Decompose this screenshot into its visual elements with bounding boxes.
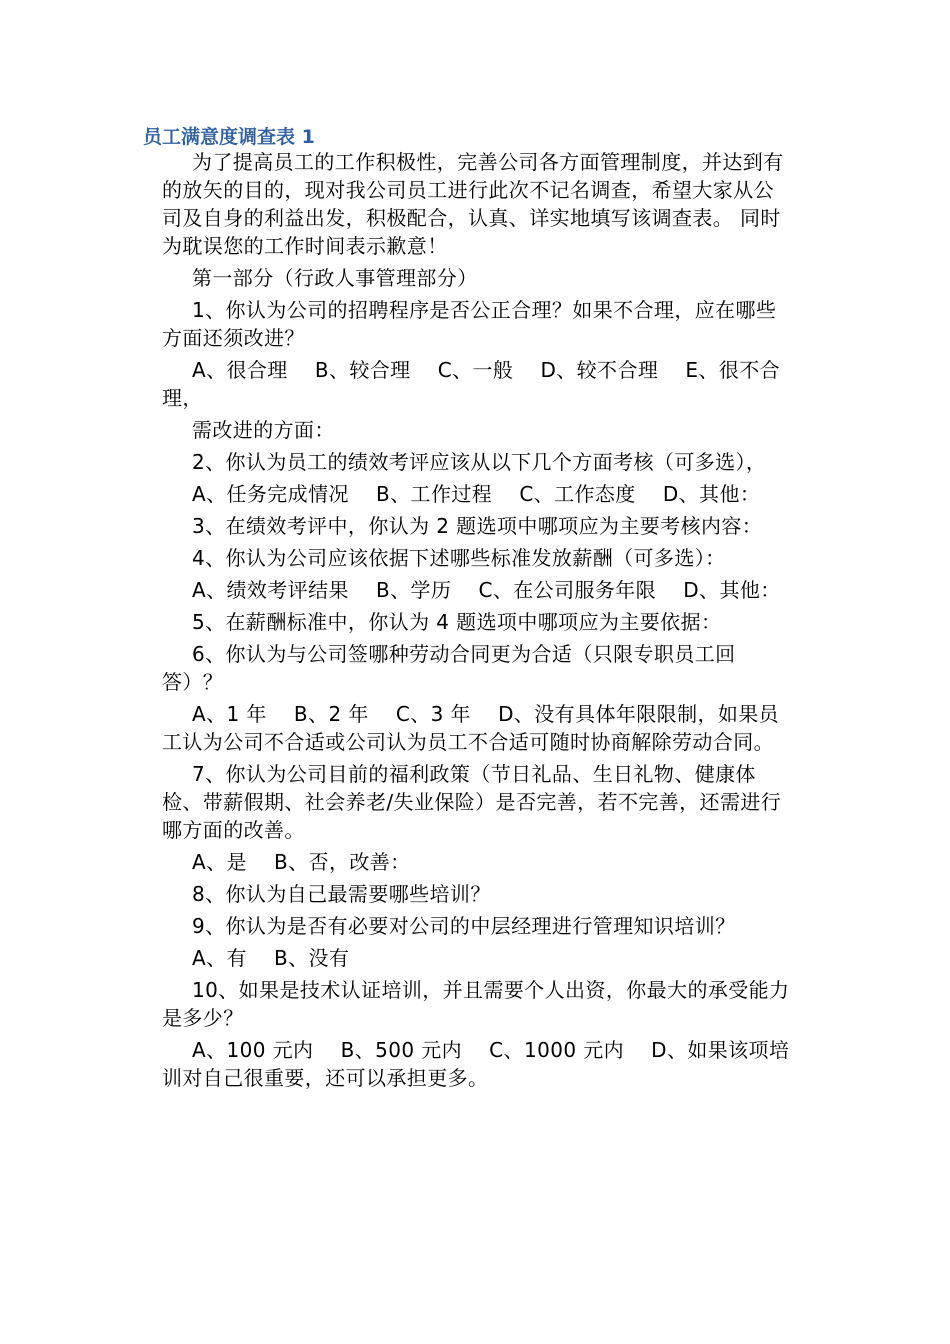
section-heading: 第一部分（行政人事管理部分）: [192, 266, 478, 290]
question-8: 8、你认为自己最需要哪些培训？: [192, 882, 491, 906]
question-9: 9、你认为是否有必要对公司的中层经理进行管理知识培训？: [192, 914, 736, 938]
question-4: 4、你认为公司应该依据下述哪些标准发放薪酬（可多选）：: [192, 546, 726, 570]
question-10: 10、如果是技术认证培训，并且需要个人出资，你最大的承受能力是多少？: [162, 978, 790, 1030]
question-2-options: A、任务完成情况 B、工作过程 C、工作态度 D、其他：: [192, 482, 761, 506]
question-10-options: A、100 元内 B、500 元内 C、1000 元内 D、如果该项培训对自己很重要，还可以承担更多。: [162, 1038, 790, 1090]
question-4-options: A、绩效考评结果 B、学历 C、在公司服务年限 D、其他：: [192, 578, 781, 602]
question-2: 2、你认为员工的绩效考评应该从以下几个方面考核（可多选），: [192, 450, 767, 474]
intro-paragraph: 为了提高员工的工作积极性，完善公司各方面管理制度，并达到有的放矢的目的，现对我公司员工进行此次不记名调查，希望大家从公司及自身的利益出发，积极配合，认真、详实地填写该调查表。 同时为耽误您的工作时间表示歉意！: [162, 150, 784, 258]
question-1: 1、你认为公司的招聘程序是否公正合理？如果不合理，应在哪些方面还须改进？: [162, 298, 777, 350]
question-6-options: A、1 年 B、2 年 C、3 年 D、没有具体年限限制，如果员工认为公司不合适或公司认为员工不合适可随时协商解除劳动合同。: [162, 702, 780, 754]
question-7-options: A、是 B、否，改善：: [192, 850, 411, 874]
document-body: [162, 148, 792, 1096]
question-1-improvement: 需改进的方面：: [192, 418, 335, 442]
question-6: 6、你认为与公司签哪种劳动合同更为合适（只限专职员工回答）？: [162, 642, 736, 694]
question-3: 3、在绩效考评中，你认为 2 题选项中哪项应为主要考核内容：: [192, 514, 763, 538]
question-1-options: A、很合理 B、较合理 C、一般 D、较不合理 E、很不合理，: [162, 358, 781, 410]
question-9-options: A、有 B、没有: [192, 946, 350, 970]
document-title: 员工满意度调查表 1: [143, 126, 315, 148]
question-7: 7、你认为公司目前的福利政策（节日礼品、生日礼物、健康体检、带薪假期、社会养老/失业保险）是否完善，若不完善，还需进行哪方面的改善。: [162, 762, 782, 842]
question-5: 5、在薪酬标准中，你认为 4 题选项中哪项应为主要依据：: [192, 610, 722, 634]
